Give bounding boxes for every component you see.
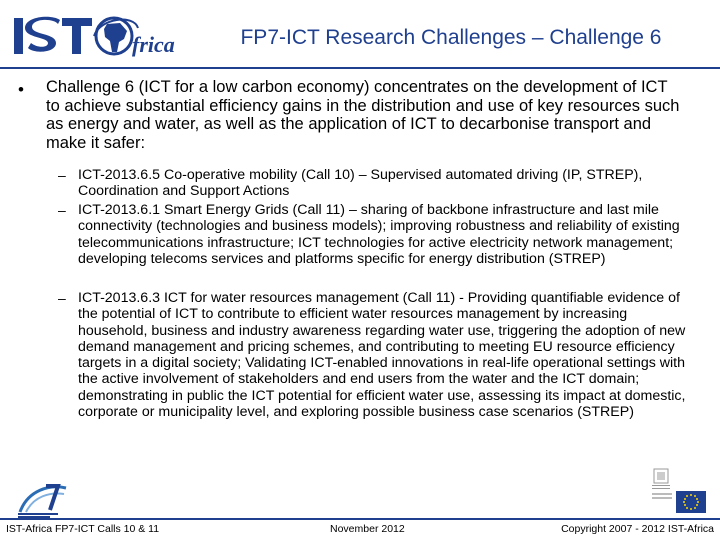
dash-icon: – <box>58 202 66 218</box>
bullet-icon: • <box>18 80 24 99</box>
sub-bullet-text: ICT-2013.6.1 Smart Energy Grids (Call 11) – sharing of backbone infrastructure and last mile connectivity (technologies and business models); improving robustness and reliability of existing telecommunications infrastructure; ICT technologies for active electricity network management; developing telecoms services and platforms specific for energy distribution (STREP) <box>78 202 680 267</box>
page-title: FP7-ICT Research Challenges – Challenge 6 <box>240 26 662 49</box>
ist-africa-logo <box>10 6 190 66</box>
footer-copyright: Copyright 2007 - 2012 IST-Africa <box>561 523 714 535</box>
sub-bullet-text: ICT-2013.6.5 Co-operative mobility (Call 10) – Supervised automated driving (IP, STREP), Coordination and Support Actions <box>78 167 643 200</box>
footer-date: November 2012 <box>330 523 405 535</box>
svg-text:frica: frica <box>132 32 175 57</box>
dash-icon: – <box>58 290 66 306</box>
header-divider <box>0 67 720 69</box>
sub-bullet-text: ICT-2013.6.3 ICT for water resources management (Call 11) - Providing quantifiable evidence of the potential of ICT to contribute to efficient water resources management by increasing household, business and industry awareness regarding water use, triggering the adoption of new demand management and pricing schemes, and contributing to meeting EU resource efficiency targets in a digital society; Validating ICT-enabled innovations in real-life operational settings with the active involvement of stakeholders and end users from the water and the ICT domain; demonstrating in public the ICT potential for efficient water use, assessing its impact at domestic, corporate or municipality level, and exploring possible business case scenarios (STREP) <box>78 290 686 421</box>
european-commission-logo <box>648 467 708 517</box>
slide-footer <box>0 521 720 540</box>
main-bullet-text: Challenge 6 (ICT for a low carbon economy) concentrates on the development of ICT to achieve substantial efficiency gains in the distribution and use of key resources such as energy and water, as well as the application of ICT to decarbonise transport and make it safer: <box>46 78 680 152</box>
fp7-logo <box>6 480 82 520</box>
slide-header <box>0 0 720 72</box>
footer-event-name: IST-Africa FP7-ICT Calls 10 & 11 <box>6 523 160 535</box>
dash-icon: – <box>58 167 66 183</box>
footer-divider <box>0 518 720 520</box>
